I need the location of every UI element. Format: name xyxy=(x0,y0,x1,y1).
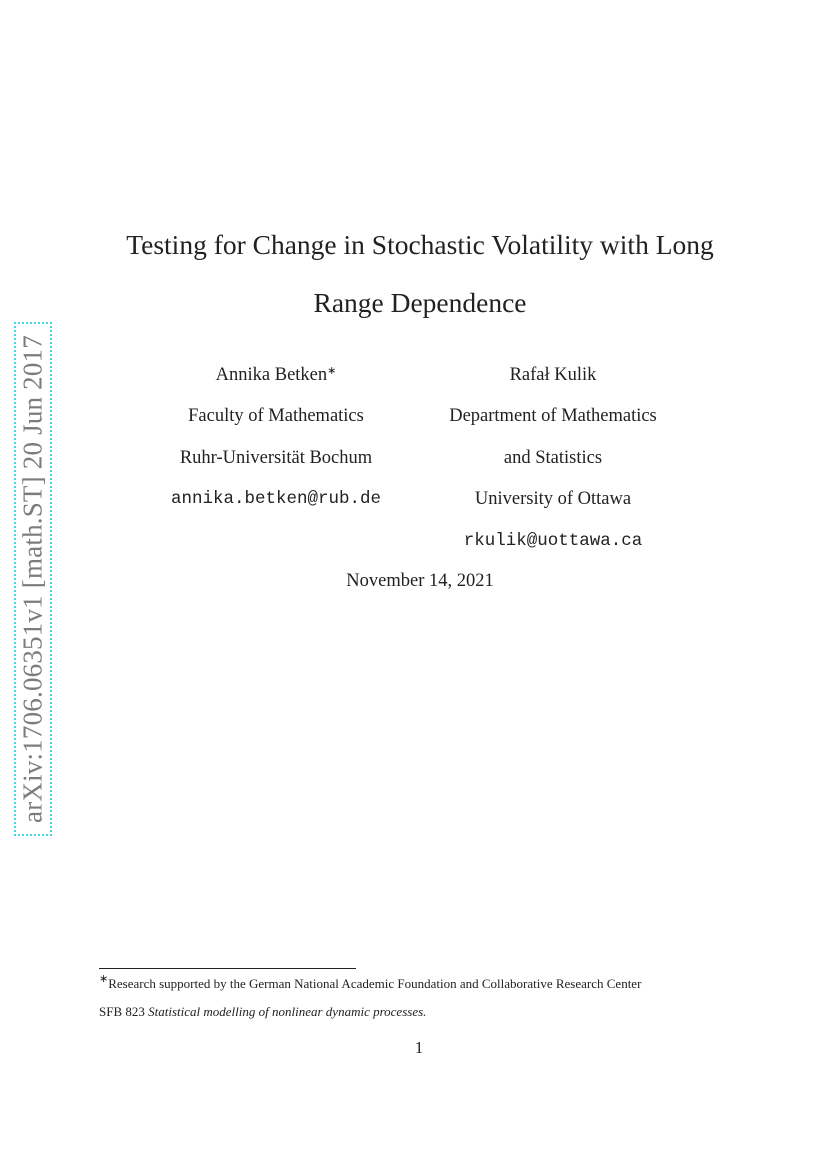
footnote-divider xyxy=(99,968,356,969)
paper-title-line-2: Range Dependence xyxy=(313,287,527,318)
footnote-marker: ∗ xyxy=(327,365,337,377)
author-affiliation: and Statistics xyxy=(503,447,603,468)
author-block-kulik xyxy=(418,360,688,567)
arxiv-identifier-stamp xyxy=(14,322,52,836)
arxiv-identifier: arXiv:1706.06351v1 [math.ST] 20 Jun 2017 xyxy=(17,335,48,823)
author-affiliation: Department of Mathematics xyxy=(449,406,657,427)
paper-title-line-1: Testing for Change in Stochastic Volatility with Long xyxy=(126,229,714,260)
author-block-betken xyxy=(150,360,402,526)
footnote-marker: ∗ xyxy=(99,973,109,985)
footnote-line-2: SFB 823 Statistical modelling of nonlinear dynamic processes. xyxy=(99,1004,427,1019)
footnote-line-1: ∗Research supported by the German National Academic Foundation and Collaborative Research Center xyxy=(99,973,642,991)
author-name: Rafał Kulik xyxy=(509,365,597,385)
author-affiliation: Ruhr-Universität Bochum xyxy=(179,447,373,468)
author-name: Annika Betken∗ xyxy=(215,365,337,385)
author-affiliation: University of Ottawa xyxy=(474,489,632,510)
author-email: annika.betken@rub.de xyxy=(170,489,382,510)
page-number: 1 xyxy=(414,1038,424,1057)
author-email: rkulik@uottawa.ca xyxy=(463,530,643,551)
paper-date: November 14, 2021 xyxy=(346,571,494,591)
author-affiliation: Faculty of Mathematics xyxy=(188,406,364,427)
footnote xyxy=(99,970,749,1026)
